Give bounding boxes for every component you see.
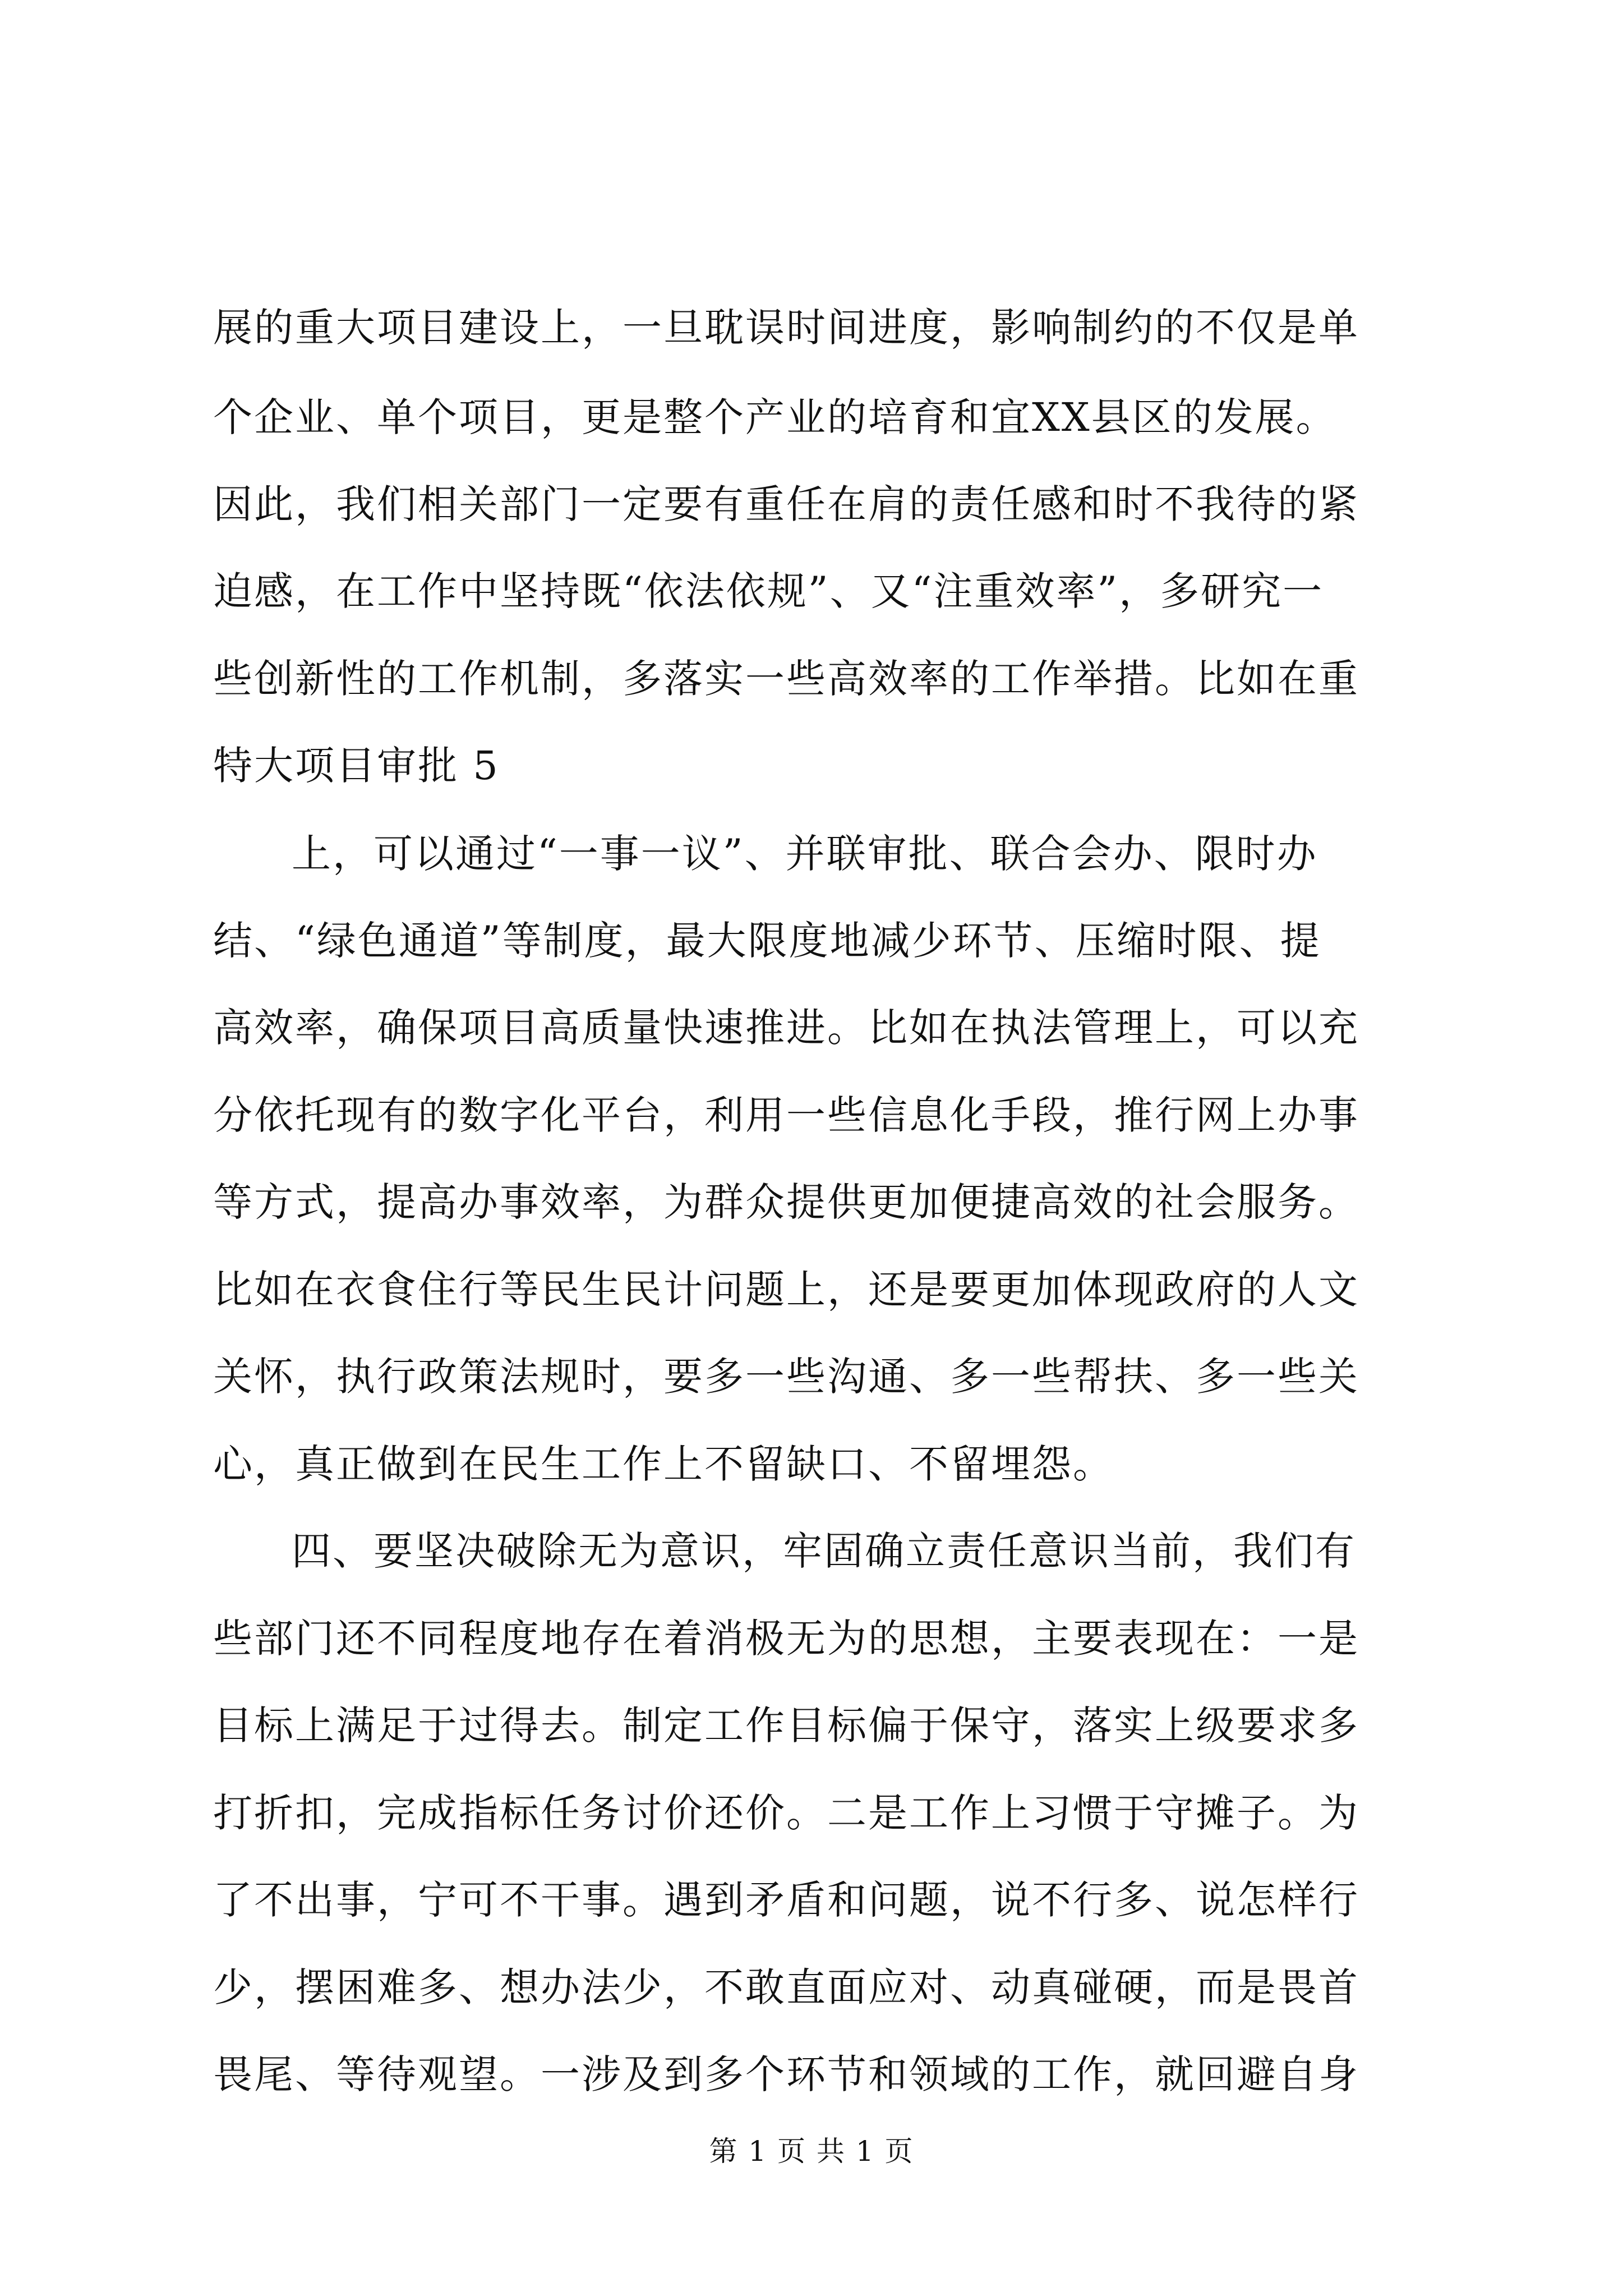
text-line: 些部门还不同程度地存在着消极无为的思想，主要表现在：一是: [213, 1616, 1359, 1662]
text-line: 心，真正做到在民生工作上不留缺口、不留埋怨。: [213, 1441, 1114, 1487]
text-line: 分依托现有的数字化平台，利用一些信息化手段，推行网上办事: [213, 1092, 1359, 1138]
text-line: 个企业、单个项目，更是整个产业的培育和宜XX县区的发展。: [213, 394, 1337, 440]
text-line: 打折扣，完成指标任务讨价还价。二是工作上习惯于守摊子。为: [213, 1790, 1359, 1836]
text-line: 结、“绿色通道”等制度，最大限度地减少环节、压缩时限、提: [213, 918, 1321, 964]
text-line: 高效率，确保项目高质量快速推进。比如在执法管理上，可以充: [213, 1005, 1359, 1051]
text-line: 目标上满足于过得去。制定工作目标偏于保守，落实上级要求多: [213, 1703, 1359, 1749]
page-number-footer: 第 1 页 共 1 页: [709, 2135, 914, 2168]
text-line: 迫感，在工作中坚持既“依法依规”、又“注重效率”，多研究一: [213, 568, 1324, 614]
text-line: 特大项目审批 5: [213, 743, 500, 789]
text-line: 等方式，提高办事效率，为群众提供更加便捷高效的社会服务。: [213, 1179, 1359, 1225]
text-line: 些创新性的工作机制，多落实一些高效率的工作举措。比如在重: [213, 656, 1359, 702]
text-line: 少，摆困难多、想办法少，不敢直面应对、动真碰硬，而是畏首: [213, 1964, 1359, 2010]
text-line: 上，可以通过“一事一议”、并联审批、联合会办、限时办: [292, 831, 1318, 877]
text-line: 因此，我们相关部门一定要有重任在肩的责任感和时不我待的紧: [213, 481, 1359, 527]
text-line: 比如在衣食住行等民生民计问题上，还是要更加体现政府的人文: [213, 1267, 1359, 1313]
text-line: 展的重大项目建设上，一旦耽误时间进度，影响制约的不仅是单: [213, 305, 1359, 351]
text-line: 了不出事，宁可不干事。遇到矛盾和问题，说不行多、说怎样行: [213, 1877, 1359, 1923]
text-line: 畏尾、等待观望。一涉及到多个环节和领域的工作，就回避自身: [213, 2051, 1359, 2097]
text-line: 关怀，执行政策法规时，要多一些沟通、多一些帮扶、多一些关: [213, 1354, 1359, 1400]
text-line: 四、要坚决破除无为意识，牢固确立责任意识当前，我们有: [292, 1528, 1356, 1574]
